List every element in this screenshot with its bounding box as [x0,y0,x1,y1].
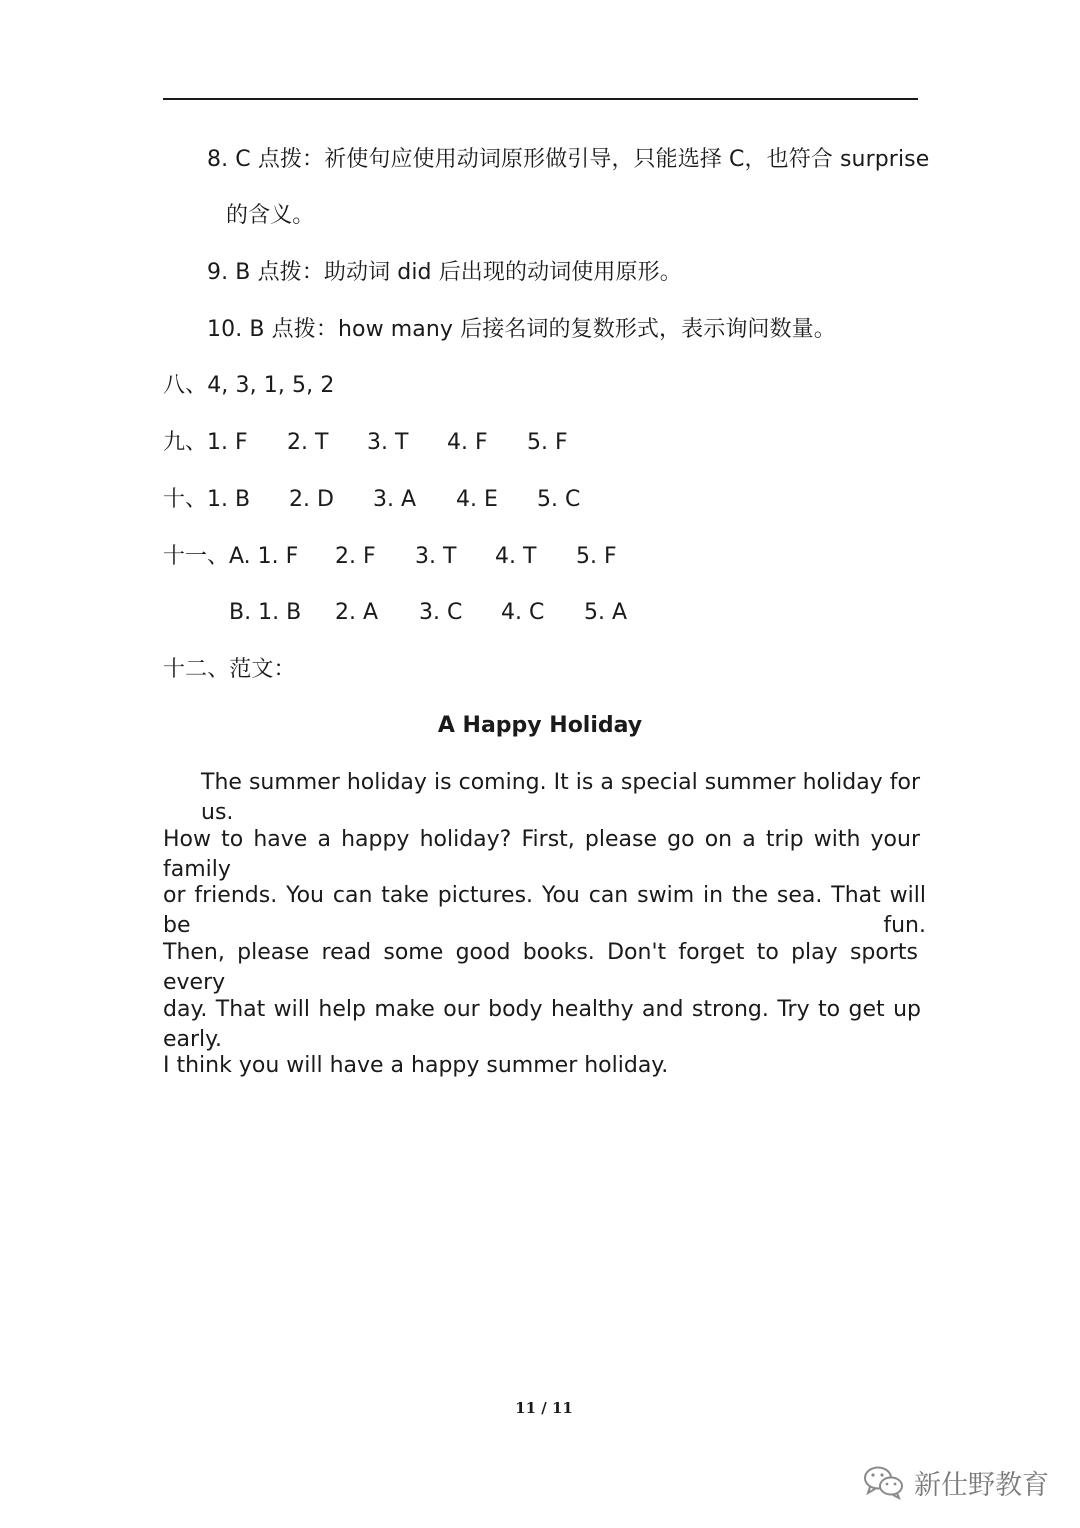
answer-cell: 2. F [335,544,376,569]
answer-cell: 2. D [289,487,334,512]
answer-cell: 2. A [335,600,379,625]
watermark [862,1460,1049,1504]
section-11b-label: B. 1. B [229,600,302,625]
note-8-line-1: 8. C 点拨：祈使句应使用动词原形做引导，只能选择 C，也符合 surprise [207,147,930,172]
section-10-label: 十、1. B [163,487,251,512]
answer-cell: 3. C [419,600,463,625]
answer-cell: 3. T [367,430,409,455]
note-9: 9. B 点拨：助动词 did 后出现的动词使用原形。 [207,260,682,285]
answer-cell: 5. C [537,487,581,512]
answer-cell: 4. F [447,430,488,455]
watermark-text: 新仕野教育 [914,1469,1049,1501]
page-number: 11 / 11 [515,1399,573,1417]
essay-line: or friends. You can take pictures. You can swim in the sea. That will be fun. [163,883,926,938]
answer-cell: 5. F [576,544,617,569]
answer-cell: 4. C [501,600,545,625]
essay-line: day. That will help make our body healthy and strong. Try to get up early. [163,997,921,1052]
essay-line: I think you will have a happy summer holiday. [163,1053,669,1078]
answer-cell: 5. F [527,430,568,455]
section-11a-label: 十一、A. 1. F [163,544,299,569]
section-8-answers: 八、4, 3, 1, 5, 2 [163,373,335,398]
essay-line: The summer holiday is coming. It is a special summer holiday for us. [201,770,920,825]
note-10: 10. B 点拨：how many 后接名词的复数形式，表示询问数量。 [207,317,836,342]
section-12-label: 十二、范文： [163,657,296,682]
header-rule [163,98,918,100]
wechat-icon [862,1464,906,1500]
note-8-line-2: 的含义。 [226,203,315,228]
answer-cell: 2. T [287,430,329,455]
answer-cell: 4. E [456,487,498,512]
answer-cell: 3. T [415,544,457,569]
section-9-label: 九、1. F [163,430,248,455]
answer-cell: 5. A [584,600,628,625]
essay-line: How to have a happy holiday? First, please go on a trip with your family [163,827,920,882]
answer-cell: 3. A [373,487,417,512]
essay-title: A Happy Holiday [437,713,643,738]
essay-line: Then, please read some good books. Don't forget to play sports every [163,940,918,995]
answer-cell: 4. T [495,544,537,569]
